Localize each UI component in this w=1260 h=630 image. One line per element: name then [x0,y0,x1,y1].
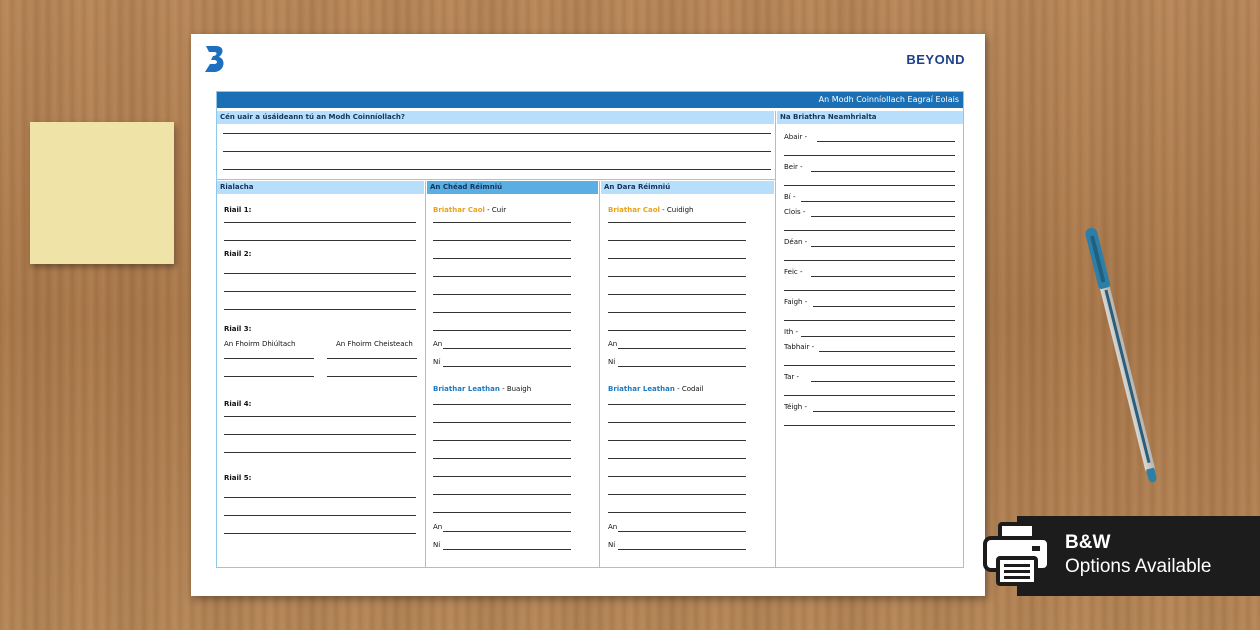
rule-1-label: Riail 1: [224,206,252,214]
bw-options-badge [1017,516,1260,596]
question-header: Cén uair a úsáideann tú an Modh Coinníollach? [217,111,774,124]
irregular-verb: Téigh - [784,403,807,411]
sticky-note [30,122,174,264]
irregular-verb: Faigh - [784,298,808,306]
rule-4-label: Riail 4: [224,400,252,408]
an-label: An [433,523,443,531]
an-label: An [433,340,443,348]
irregular-verb: Ith - [784,328,798,336]
an-label: An [608,340,618,348]
first-conj-slender: Briathar Caol - Cuir [433,206,507,214]
irregular-verb: Bí - [784,193,796,201]
ni-label: Ní [608,358,616,366]
irregular-header: Na Briathra Neamhrialta [777,111,963,124]
bw-title: B&W [1065,532,1111,553]
rules-header: Rialacha [217,181,424,194]
ni-label: Ní [608,541,616,549]
pen [1082,226,1161,484]
answer-line [223,133,771,134]
brand-name: BEYOND [906,52,965,67]
rule-5-label: Riail 5: [224,474,252,482]
ni-label: Ní [433,541,441,549]
question-form-label: An Fhoirm Cheisteach [336,340,413,348]
irregular-verb: Beir - [784,163,803,171]
organiser-sheet [216,91,964,568]
irregular-verb: Tar - [784,373,800,381]
second-conj-broad: Briathar Leathan - Codail [608,385,704,393]
rule-2-label: Riail 2: [224,250,252,258]
answer-line [223,151,771,152]
irregular-verb: Abair - [784,133,808,141]
an-label: An [608,523,618,531]
answer-line [223,169,771,170]
irregular-verb: Clois - [784,208,806,216]
sheet-title: An Modh Coinníollach Eagraí Eolais [217,92,963,108]
worksheet-paper [191,34,985,596]
rule-3-label: Riail 3: [224,325,252,333]
irregular-verb: Déan - [784,238,808,246]
second-conj-header: An Dara Réimniú [601,181,774,194]
second-conj-slender: Briathar Caol - Cuidigh [608,206,694,214]
first-conj-broad: Briathar Leathan - Buaigh [433,385,532,393]
ni-label: Ní [433,358,441,366]
irregular-verb: Tabhair - [784,343,815,351]
irregular-verb: Feic - [784,268,803,276]
negative-form-label: An Fhoirm Dhiúltach [224,340,296,348]
bw-subtitle: Options Available [1065,556,1212,577]
printer-icon [982,522,1052,586]
first-conj-header: An Chéad Réimniú [427,181,598,194]
beyond-logo-icon [203,44,227,74]
